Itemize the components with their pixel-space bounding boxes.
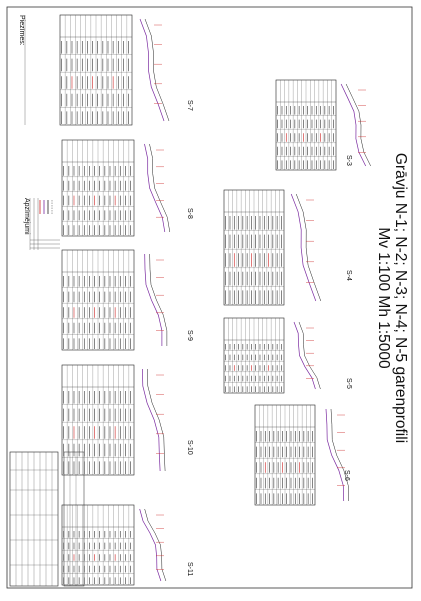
title-line-2: Mv 1:100 Mh 1:5000 bbox=[375, 227, 392, 369]
profile-label-s-5: S-5 bbox=[345, 378, 352, 389]
title-line-1: Grāvju N-1; N-2; N-3; N-4; N-5 garenprofili bbox=[392, 152, 409, 444]
legend-block bbox=[23, 198, 60, 250]
sheet-frame bbox=[7, 7, 412, 588]
profile-block-s-3 bbox=[276, 80, 371, 170]
profile-block-s-8 bbox=[62, 140, 193, 236]
drawing-title bbox=[375, 153, 409, 443]
profile-label-s-11: S-11 bbox=[186, 562, 193, 577]
profile-label-s-8: S-8 bbox=[186, 208, 193, 219]
profile-label-s-9: S-9 bbox=[186, 330, 193, 341]
profile-block-s-10 bbox=[62, 365, 193, 475]
legend-heading: Apzīmējumi bbox=[23, 198, 30, 235]
profile-label-s-6: S-6 bbox=[343, 470, 350, 481]
profile-label-s-10: S-10 bbox=[186, 440, 193, 455]
profile-block-s-6 bbox=[255, 405, 350, 505]
profiles-layer bbox=[60, 15, 371, 585]
profile-block-s-11 bbox=[62, 505, 193, 585]
profile-block-s-7 bbox=[60, 15, 193, 125]
title-block-stamp bbox=[10, 452, 84, 586]
profile-label-s-7: S-7 bbox=[186, 100, 193, 111]
profile-label-s-4: S-4 bbox=[345, 270, 352, 281]
notes-block bbox=[18, 15, 25, 125]
profile-block-s-4 bbox=[224, 190, 352, 305]
profile-label-s-3: S-3 bbox=[345, 155, 352, 166]
profile-block-s-9 bbox=[62, 250, 193, 350]
notes-heading: Piezīmes: bbox=[18, 15, 25, 46]
profile-block-s-5 bbox=[224, 318, 352, 393]
